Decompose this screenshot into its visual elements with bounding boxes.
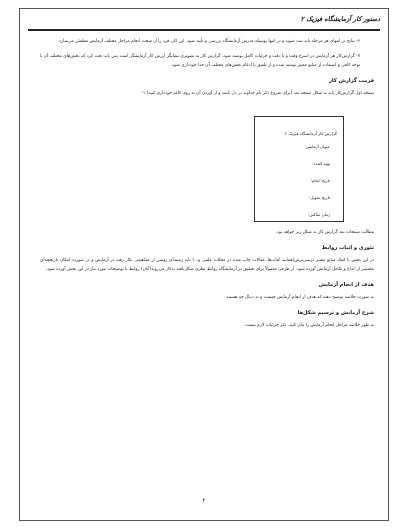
header-title: دستور کار آزمایشگاه فیزیک ۲ bbox=[300, 15, 380, 23]
report-box-title: گزارش کار آزمایشگاه فیزیک ۲ bbox=[284, 131, 337, 136]
document-page bbox=[19, 8, 389, 521]
page-header bbox=[28, 15, 380, 31]
section-setup-body: به طور خلاصه مراحل انجام آزمایش را بیان کنید. ذکر جزئیات لازم نیست. bbox=[243, 323, 374, 328]
instruction-item-7: ۷- گزارش‌کار هر آزمایش در اسرع وقت و با دقت و جزئیات کامل نوشته شود. گزارش کار به تصویری نشانگر ارزش کار آزمایشگر است پس باید دقت کرد که بخش‌های مختلف آن با توجه کافی و استفاده از منابع معتبر نوشته شده و از تلفیق یا ادغام بخش‌های مختلف آن جدا خودداری شود. bbox=[40, 54, 360, 68]
report-cover-sample-box bbox=[254, 116, 344, 222]
section-heading-theory: تئوری و اثبات روابط bbox=[321, 245, 374, 251]
instruction-item-6: ۶- نتایج در انتهای هر مرحله باید ثبت شوند و در انتها بوسیله مدرس آزمایشگاه بررسی و تأیید شود. این کار، فرد را از صحت انجام مراحل مختلف آزمایش مطمئن می‌سازد. bbox=[57, 39, 360, 44]
section-theory-body: در این بخش با کمک منابع معتبر درسی‌ترس(همانند کتاب‌ها، مقالات چاپ شده در مجلات علمی و...) باید زمینه‌ای روشن از مفاهیمی بکار رفته در آزمایش و در صورت امکان تاریخچه‌ای مختصر از ابداع و تکامل آزمایش آورده شود. از طرفی معمولاً برای تحقیق در آزمایشگاه روابط نظری شکل‌یافته به‌کار می‌روند(آنان) روابط با توضیحات مورد نیاز در این بخش آورده شود. bbox=[40, 258, 374, 272]
report-box-field: عنوان آزمایش: bbox=[304, 144, 330, 149]
section-goal-body: به صورت خلاصه توضیح دهید که هدف از انجام آزمایش چیست و به دنبال چه هستید. bbox=[225, 295, 374, 300]
page-number: ۴ bbox=[202, 498, 206, 504]
section-format-after-box: مطالب صفحات بعد گزارش کار به شکل زیر خواهد بود. bbox=[275, 230, 374, 235]
report-box-field: تاریخ تحویل: bbox=[309, 195, 330, 201]
page-content bbox=[40, 37, 374, 336]
report-box-field: زمان ساکتن: bbox=[307, 212, 330, 218]
section-format-intro: صفحه اول گزارش‌کار باید به شکل صفحه بعد (برای شروع ذکر نام خداوند در دل باشد و از آوردن آن به روی کاغذ خودداری کنید) ۱- bbox=[141, 91, 374, 96]
section-heading-goal: هدف از انجام آزمایش bbox=[318, 282, 374, 288]
section-heading-format: فرمت گزارش کار bbox=[328, 78, 374, 84]
report-box-fields bbox=[304, 145, 330, 230]
report-box-field: تاریخ انجام: bbox=[310, 178, 330, 184]
section-heading-setup: شرح آزمایش و ترسیم شکل‌ها bbox=[297, 310, 374, 316]
report-box-field: تهیه کننده: bbox=[312, 161, 330, 167]
